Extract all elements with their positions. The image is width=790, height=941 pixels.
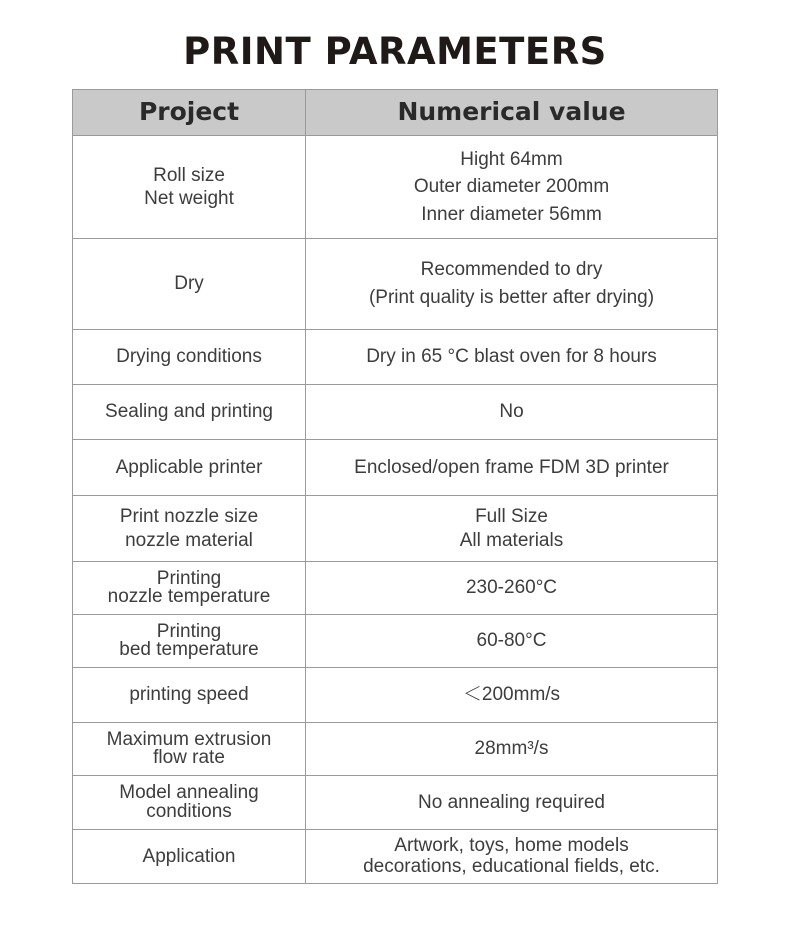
param-line: nozzle temperature [107, 586, 271, 607]
row-param [73, 562, 306, 615]
param-line: nozzle material [125, 529, 253, 551]
param-line: Maximum extrusion [106, 728, 272, 750]
row-param [73, 440, 306, 496]
row-value [306, 615, 718, 668]
table-row [73, 496, 718, 562]
row-value [306, 239, 718, 330]
value-line: Enclosed/open frame FDM 3D printer [354, 456, 669, 478]
row-value [306, 723, 718, 776]
table-row [73, 615, 718, 668]
row-param [73, 615, 306, 668]
table-row [73, 440, 718, 496]
param-line: Dry [174, 273, 204, 295]
row-value [306, 830, 718, 884]
row-value [306, 562, 718, 615]
header-numerical-value: Numerical value [306, 90, 718, 136]
param-line: Printing [156, 620, 222, 642]
param-line: Application [142, 845, 236, 867]
param-line: flow rate [153, 747, 225, 768]
row-value [306, 330, 718, 385]
row-param [73, 239, 306, 330]
row-value [306, 440, 718, 496]
row-value [306, 668, 718, 723]
table-row [73, 385, 718, 440]
value-line: 230-260°C [465, 577, 558, 599]
value-line: 60-80°C [476, 630, 547, 652]
table-row [73, 136, 718, 239]
row-param [73, 385, 306, 440]
value-line: 28mm³/s [474, 738, 549, 760]
header-project: Project [73, 90, 306, 136]
row-param [73, 723, 306, 776]
value-line: Outer diameter 200mm [413, 176, 610, 198]
param-line: Drying conditions [116, 346, 262, 368]
param-line: Model annealing [119, 782, 259, 804]
table-row [73, 562, 718, 615]
value-line: Dry in 65 °C blast oven for 8 hours [366, 346, 657, 368]
row-value [306, 496, 718, 562]
table-row [73, 830, 718, 884]
param-line: Roll size [153, 164, 225, 186]
param-line: printing speed [129, 684, 249, 706]
row-param [73, 776, 306, 830]
table-row [73, 668, 718, 723]
value-line: Inner diameter 56mm [421, 203, 602, 225]
table-header-row [73, 90, 718, 136]
param-line: Print nozzle size [119, 506, 259, 528]
param-line: Sealing and printing [105, 401, 273, 423]
table-row [73, 239, 718, 330]
value-line: ＜200mm/s [462, 684, 561, 706]
row-value [306, 776, 718, 830]
table-row [73, 723, 718, 776]
value-line: Artwork, toys, home models [394, 834, 629, 856]
row-value [306, 136, 718, 239]
param-line: conditions [146, 800, 232, 822]
value-line: Full Size [475, 506, 548, 528]
print-parameters-table [72, 89, 718, 884]
row-param [73, 496, 306, 562]
table-row [73, 330, 718, 385]
row-param [73, 668, 306, 723]
param-line: Net weight [144, 188, 234, 209]
page-title: PRINT PARAMETERS [183, 30, 607, 73]
param-line: Applicable printer [115, 456, 263, 478]
value-line: Recommended to dry [420, 259, 603, 281]
row-param [73, 136, 306, 239]
table-row [73, 776, 718, 830]
param-line: Printing [156, 567, 222, 589]
value-line: decorations, educational fields, etc. [363, 855, 660, 877]
value-line: (Print quality is better after drying) [368, 287, 655, 308]
param-line: bed temperature [119, 639, 259, 660]
row-value [306, 385, 718, 440]
value-line: Hight 64mm [460, 148, 563, 170]
value-line: No annealing required [418, 791, 605, 813]
value-line: No [499, 401, 524, 423]
row-param [73, 830, 306, 884]
row-param [73, 330, 306, 385]
value-line: All materials [459, 529, 564, 551]
